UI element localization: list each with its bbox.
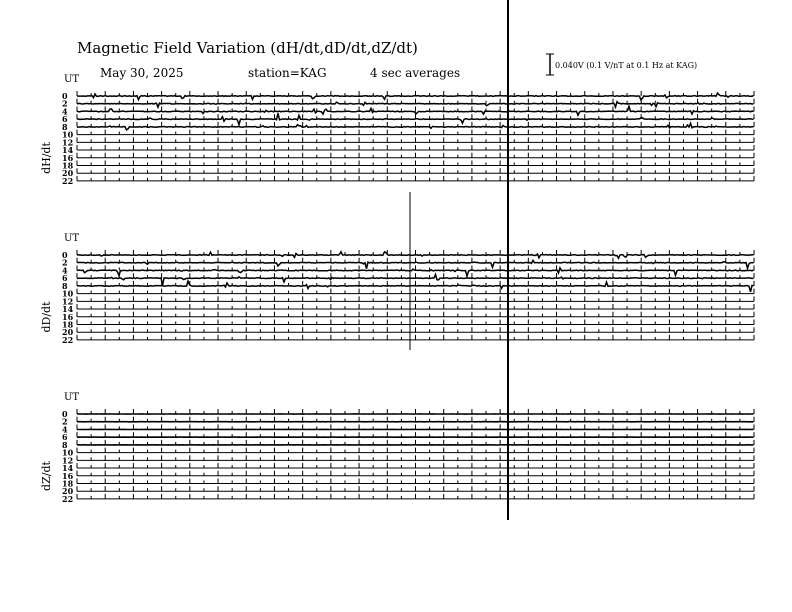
component-y-label: dD/dt [40,301,53,333]
hour-tick-label: 20 [62,486,74,497]
hour-tick-label: 20 [62,327,74,338]
hour-tick-label: 2 [62,257,68,268]
averaging-label: 4 sec averages [370,66,461,80]
hour-tick-label: 8 [62,439,68,450]
hour-tick-label: 18 [62,319,74,330]
hour-tick-label: 12 [62,455,74,466]
hour-tick-label: 22 [62,493,74,504]
station-label: station=KAG [248,66,327,80]
hour-tick-label: 22 [62,175,74,186]
scale-label: 0.040V (0.1 V/nT at 0.1 Hz at KAG) [555,61,698,70]
hour-tick-label: 12 [62,296,74,307]
hour-tick-label: 12 [62,137,74,148]
hour-tick-label: 22 [62,334,74,345]
component-y-label: dH/dt [40,142,53,174]
hour-tick-label: 14 [62,463,74,474]
hour-tick-label: 18 [62,478,74,489]
ut-axis-label: UT [64,233,80,244]
date-label: May 30, 2025 [100,66,184,80]
hour-tick-label: 14 [62,145,74,156]
hour-tick-label: 8 [62,280,68,291]
component-y-label: dZ/dt [40,461,53,491]
hour-tick-label: 2 [62,416,68,427]
hour-tick-label: 16 [62,470,74,481]
panel-2 [40,392,754,504]
chart-title: Magnetic Field Variation (dH/dt,dD/dt,dZ/dt) [77,39,418,57]
hour-tick-label: 18 [62,160,74,171]
hour-tick-label: 6 [62,114,68,125]
panel-1 [40,233,754,345]
hour-tick-label: 10 [62,129,74,140]
hour-tick-label: 6 [62,273,68,284]
hour-tick-label: 8 [62,121,68,132]
hour-tick-label: 10 [62,447,74,458]
ut-axis-label: UT [64,74,80,85]
scale-bar-icon [546,54,554,75]
hour-tick-label: 6 [62,432,68,443]
hour-tick-label: 2 [62,98,68,109]
hour-tick-label: 4 [62,265,68,276]
hour-tick-label: 0 [62,91,68,101]
panel-0 [40,74,754,186]
hour-tick-label: 16 [62,311,74,322]
hour-tick-label: 14 [62,304,74,315]
hour-tick-label: 4 [62,106,68,117]
hour-tick-label: 20 [62,168,74,179]
ut-axis-label: UT [64,392,80,403]
hour-tick-label: 0 [62,250,68,260]
hour-tick-label: 16 [62,152,74,163]
hour-tick-label: 10 [62,288,74,299]
hour-tick-label: 0 [62,409,68,419]
hour-tick-label: 4 [62,424,68,435]
